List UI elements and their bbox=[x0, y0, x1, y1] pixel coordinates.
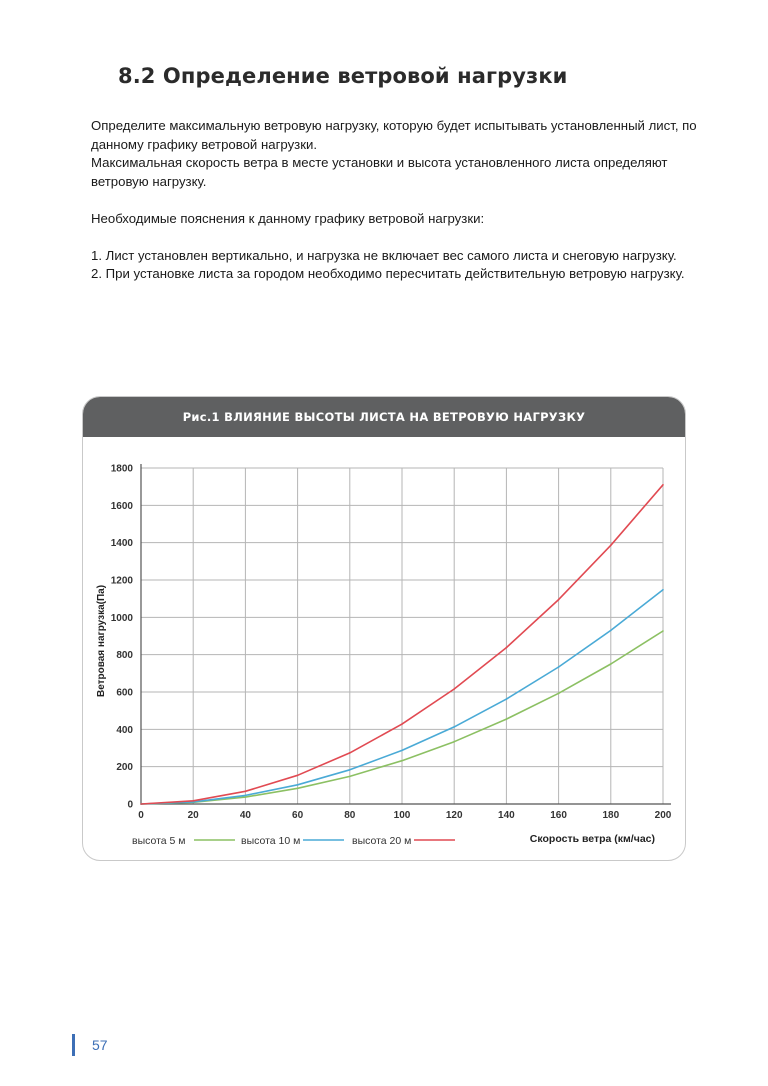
data-point-series-2 bbox=[453, 726, 455, 728]
data-point-series-3 bbox=[558, 599, 560, 601]
data-point-series-3 bbox=[349, 752, 351, 754]
data-point-series-2 bbox=[245, 795, 247, 797]
x-tick-label: 200 bbox=[654, 810, 672, 821]
data-point-series-1 bbox=[506, 718, 508, 720]
data-point-series-2 bbox=[506, 698, 508, 700]
data-point-series-3 bbox=[297, 774, 299, 776]
data-point-series-2 bbox=[610, 630, 612, 632]
y-tick-label: 0 bbox=[127, 799, 133, 811]
data-point-series-3 bbox=[140, 803, 142, 805]
x-tick-label: 140 bbox=[498, 810, 515, 821]
data-point-series-3 bbox=[453, 688, 455, 690]
data-point-series-3 bbox=[610, 544, 612, 546]
legend-label-1: высота 5 м bbox=[132, 835, 186, 847]
y-tick-label: 1800 bbox=[110, 463, 133, 475]
y-tick-label: 1400 bbox=[110, 538, 133, 550]
data-point-series-2 bbox=[401, 750, 403, 752]
y-tick-label: 800 bbox=[116, 650, 133, 662]
y-axis-label: Ветровая нагрузка(Па) bbox=[96, 584, 107, 698]
paragraph-intro: Определите максимальную ветровую нагрузку, которую будет испытывать установленный лист, по данному графику ветровой нагрузки. bbox=[91, 118, 697, 152]
data-point-series-1 bbox=[610, 663, 612, 665]
data-point-series-1 bbox=[401, 760, 403, 762]
y-tick-label: 1200 bbox=[110, 575, 133, 587]
x-tick-label: 20 bbox=[187, 810, 199, 821]
data-point-series-1 bbox=[349, 776, 351, 778]
x-tick-label: 120 bbox=[445, 810, 463, 821]
data-point-series-2 bbox=[297, 784, 299, 786]
data-point-series-1 bbox=[662, 630, 664, 632]
data-point-series-2 bbox=[662, 589, 664, 591]
data-point-series-3 bbox=[401, 723, 403, 725]
y-tick-label: 200 bbox=[116, 762, 133, 774]
paragraph-factors: Максимальная скорость ветра в месте установки и высота установленного листа определяют ветровую нагрузку. bbox=[91, 155, 668, 189]
x-tick-label: 100 bbox=[393, 810, 411, 821]
page-number: 57 bbox=[72, 1034, 108, 1056]
legend-label-3: высота 20 м bbox=[352, 835, 412, 847]
data-point-series-1 bbox=[453, 741, 455, 743]
x-tick-label: 40 bbox=[239, 810, 251, 821]
y-tick-label: 1600 bbox=[110, 500, 133, 512]
data-point-series-1 bbox=[245, 796, 247, 798]
data-point-series-3 bbox=[662, 484, 664, 486]
data-point-series-1 bbox=[297, 788, 299, 790]
x-tick-label: 180 bbox=[602, 810, 620, 821]
body-text bbox=[91, 117, 711, 284]
x-axis-label: Скорость ветра (км/час) bbox=[529, 833, 655, 845]
section-heading: 8.2 Определение ветровой нагрузки bbox=[118, 64, 568, 88]
chart-title: Рис.1 ВЛИЯНИЕ ВЫСОТЫ ЛИСТА НА ВЕТРОВУЮ НАГРУЗКУ bbox=[83, 397, 685, 437]
data-point-series-2 bbox=[558, 666, 560, 668]
data-point-series-2 bbox=[349, 769, 351, 771]
y-tick-label: 600 bbox=[116, 687, 133, 699]
data-point-series-3 bbox=[192, 800, 194, 802]
paragraph-notes-heading: Необходимые пояснения к данному графику ветровой нагрузки: bbox=[91, 210, 485, 226]
legend-label-2: высота 10 м bbox=[241, 835, 301, 847]
data-point-series-3 bbox=[245, 791, 247, 793]
note-1: 1. Лист установлен вертикально, и нагрузка не включает вес самого листа и снеговую нагрузку. bbox=[91, 247, 677, 263]
x-tick-label: 160 bbox=[550, 810, 567, 821]
note-2: 2. При установке листа за городом необходимо пересчитать действительную ветровую нагрузку. bbox=[91, 266, 685, 281]
x-tick-label: 0 bbox=[138, 810, 144, 821]
y-tick-label: 400 bbox=[116, 724, 133, 736]
x-tick-label: 60 bbox=[292, 810, 304, 821]
data-point-series-3 bbox=[506, 647, 508, 649]
wind-load-chart bbox=[83, 397, 686, 861]
data-point-series-1 bbox=[558, 693, 560, 695]
y-tick-label: 1000 bbox=[110, 612, 133, 624]
chart-card bbox=[82, 396, 686, 861]
x-tick-label: 80 bbox=[344, 810, 356, 821]
